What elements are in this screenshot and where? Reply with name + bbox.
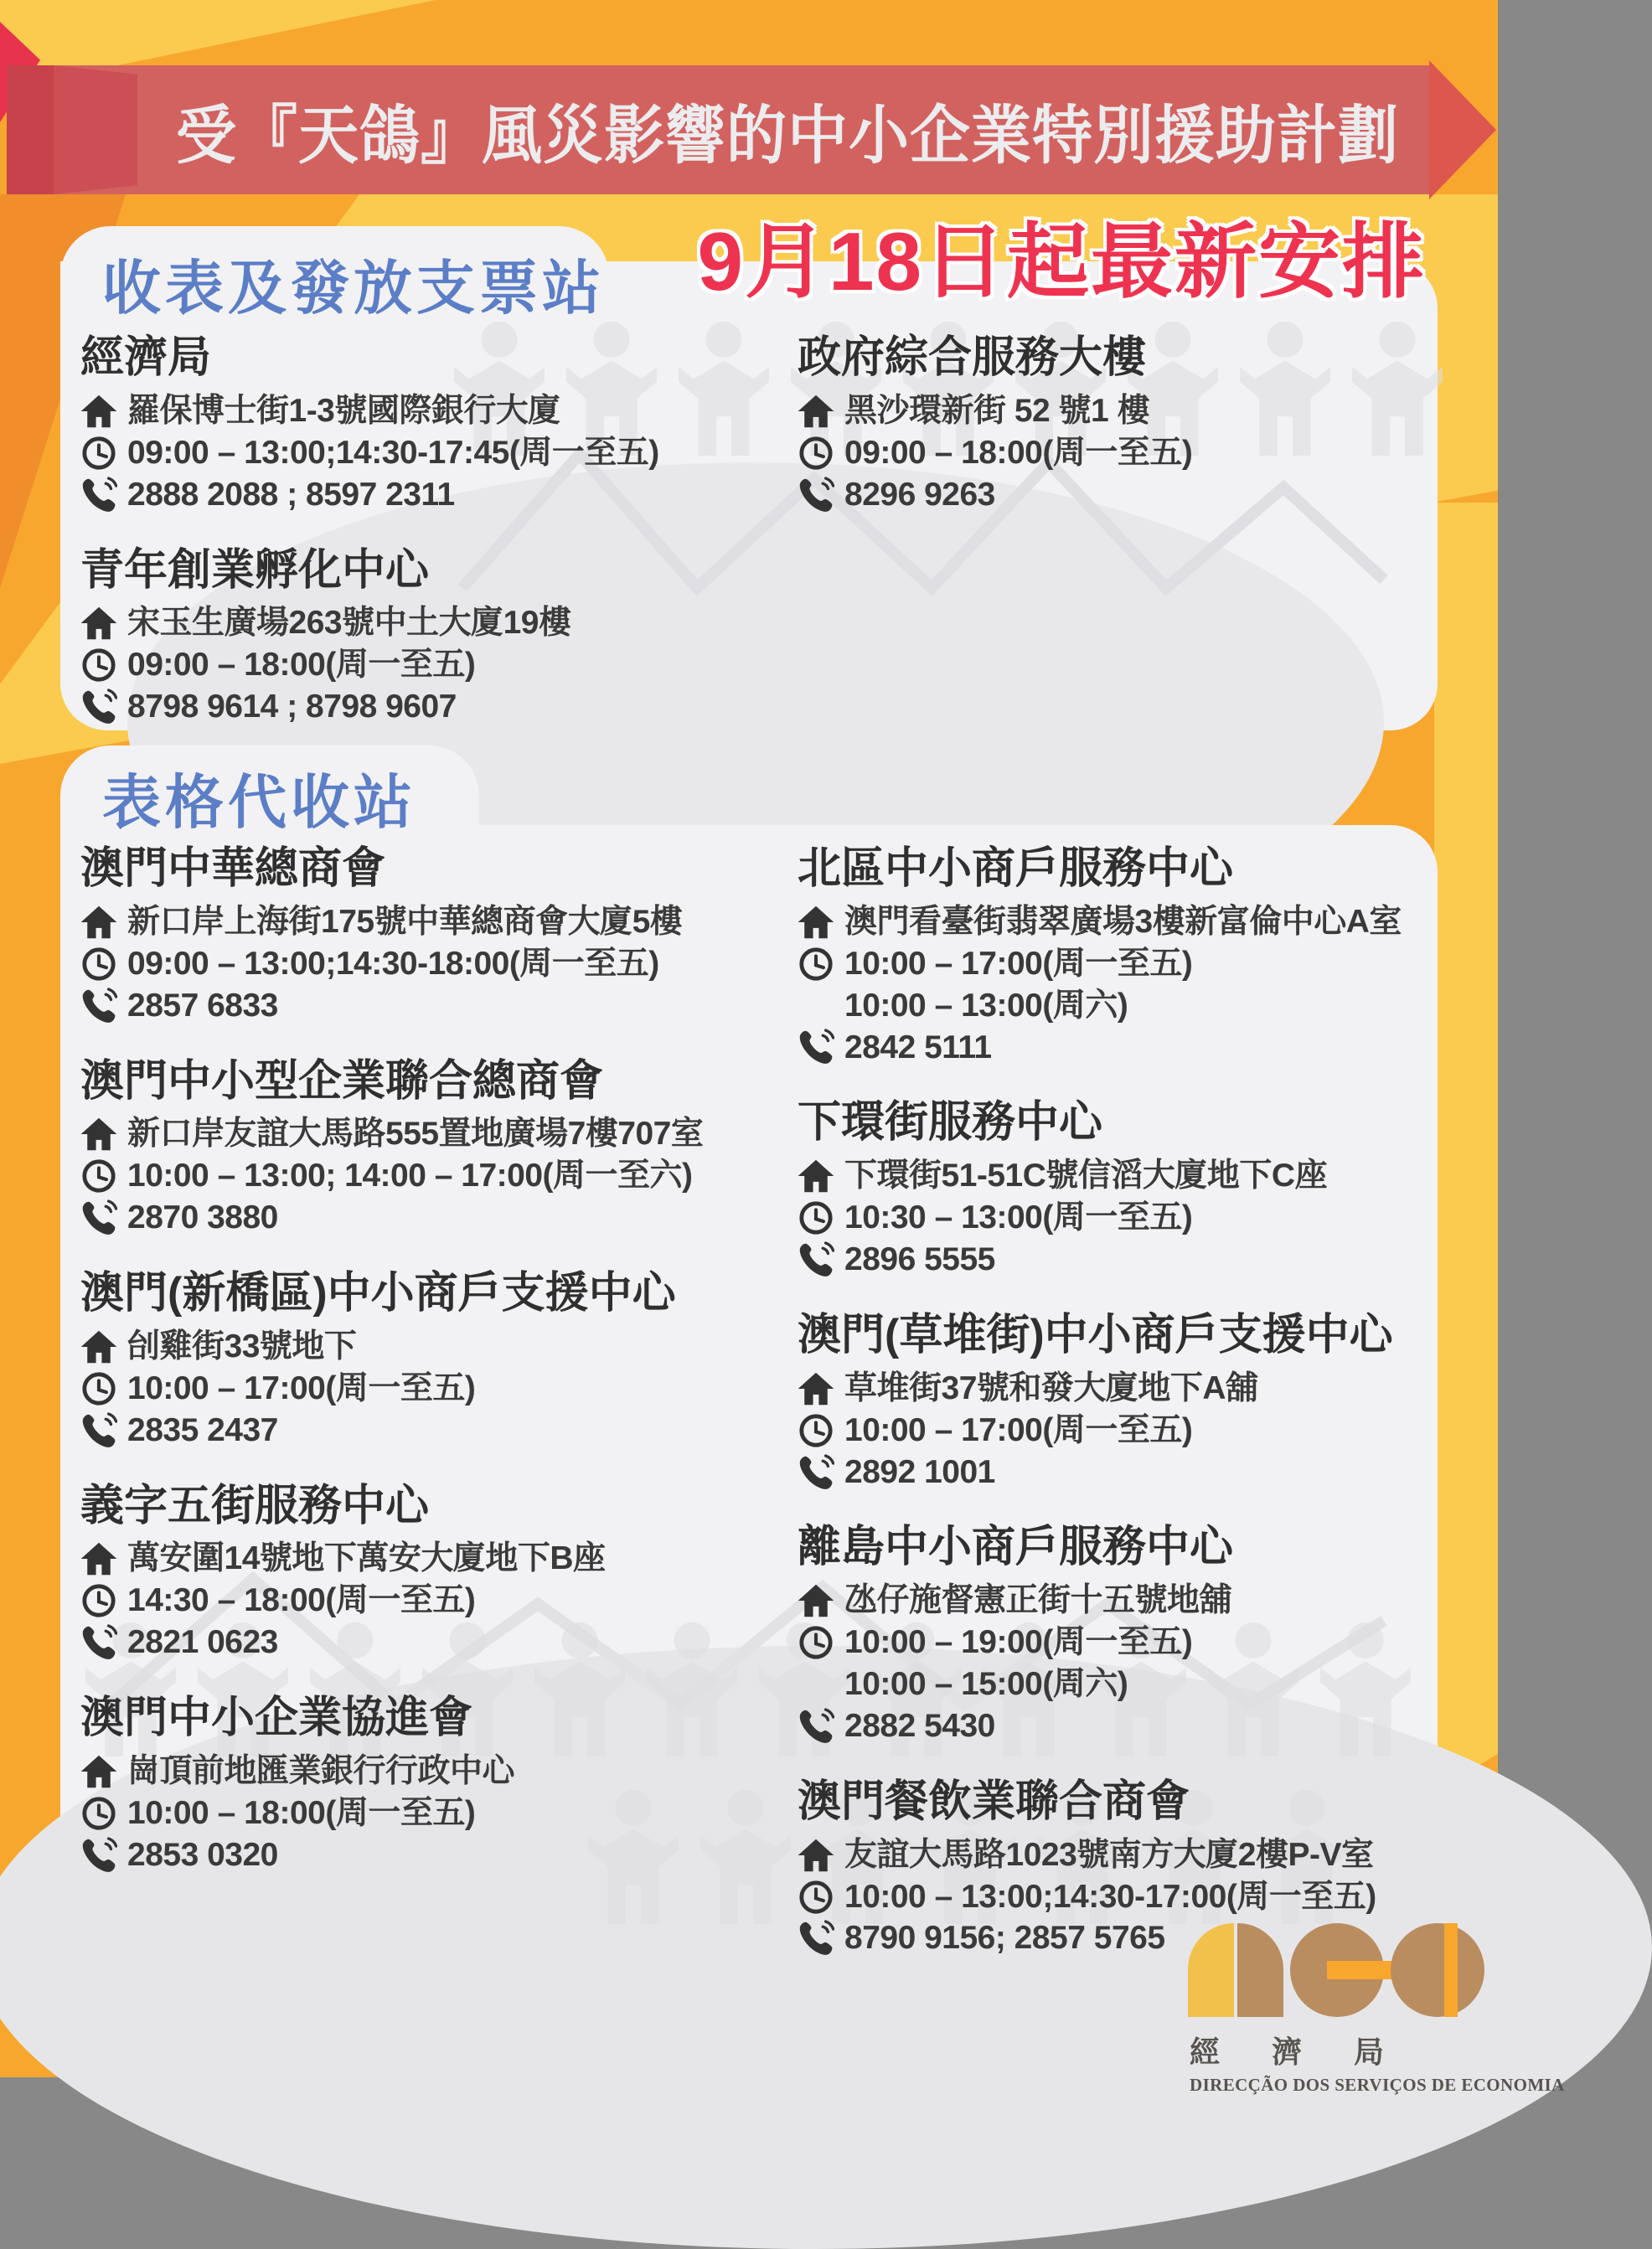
hours-line xyxy=(798,1197,1443,1239)
phone-text: 8296 9263 xyxy=(844,476,995,513)
hours-line-2 xyxy=(798,1664,1443,1705)
phone-text: 2870 3880 xyxy=(127,1199,278,1236)
hours-text: 10:00 – 13:00(周六) xyxy=(844,987,1128,1024)
home-icon xyxy=(80,1116,117,1153)
clock-icon xyxy=(80,1795,117,1832)
address-text: 羅保博士街1-3號國際銀行大廈 xyxy=(127,392,560,429)
hours-text: 10:00 – 17:00(周一至五) xyxy=(844,1411,1193,1448)
yellow-right-strip xyxy=(1434,503,1498,1792)
home-icon xyxy=(798,1582,834,1619)
hours-text: 10:00 – 13:00;14:30-17:00(周一至五) xyxy=(844,1878,1376,1915)
office-entry xyxy=(80,1482,759,1664)
office-name: 離島中小商戶服務中心 xyxy=(798,1523,1234,1572)
clock-icon xyxy=(798,1624,834,1661)
home-icon xyxy=(798,393,834,430)
home-icon xyxy=(798,1158,834,1194)
hours-text: 10:00 – 17:00(周一至五) xyxy=(127,1370,476,1406)
phone-text: 2888 2088 ; 8597 2311 xyxy=(127,476,455,513)
office-entry xyxy=(80,546,759,729)
hours-line xyxy=(80,1368,759,1410)
hours-line xyxy=(798,1410,1443,1452)
phone-text: 2821 0623 xyxy=(127,1624,278,1661)
hours-line-2 xyxy=(798,985,1443,1027)
phone-icon xyxy=(798,1708,834,1745)
address-line xyxy=(798,390,1443,432)
office-name: 義字五街服務中心 xyxy=(80,1481,430,1530)
home-icon xyxy=(80,1753,117,1790)
hours-text: 10:30 – 13:00(周一至五) xyxy=(844,1199,1193,1236)
office-entry xyxy=(798,1777,1443,1960)
section1-left-column xyxy=(80,333,759,758)
hours-line xyxy=(798,943,1443,985)
home-icon xyxy=(80,1540,117,1577)
address-line xyxy=(80,1751,759,1792)
ribbon-left-edge xyxy=(7,65,54,194)
section1-header: 收表及發放支票站 xyxy=(102,255,605,321)
hours-text: 14:30 – 18:00(周一至五) xyxy=(127,1582,476,1619)
clock-icon xyxy=(80,435,117,472)
section1-right-column xyxy=(798,333,1443,546)
phone-text: 8798 9614 ; 8798 9607 xyxy=(127,689,457,725)
hours-text: 09:00 – 18:00(周一至五) xyxy=(127,647,476,683)
office-entry xyxy=(798,1098,1443,1281)
phone-icon xyxy=(798,1454,834,1491)
office-name: 澳門(草堆街)中小商戶支援中心 xyxy=(798,1310,1393,1359)
phone-line xyxy=(798,1917,1443,1959)
hours-line xyxy=(80,943,759,985)
phone-line xyxy=(80,985,759,1027)
office-name: 澳門中小型企業聯合總商會 xyxy=(80,1056,604,1106)
phone-icon xyxy=(80,689,117,725)
home-icon xyxy=(80,904,117,941)
phone-icon xyxy=(798,1920,834,1957)
hours-line xyxy=(798,1876,1443,1918)
address-text: 下環街51-51C號信滔大廈地下C座 xyxy=(844,1158,1328,1194)
address-text: 氹仔施督憲正街十五號地舖 xyxy=(844,1582,1232,1619)
hours-line xyxy=(80,1580,759,1622)
address-line xyxy=(80,1326,759,1368)
address-text: 崗頂前地匯業銀行行政中心 xyxy=(127,1752,515,1789)
office-entry xyxy=(798,1523,1443,1746)
address-line xyxy=(798,1580,1443,1622)
clock-icon xyxy=(798,946,834,983)
address-line xyxy=(798,901,1443,943)
clock-icon xyxy=(80,1582,117,1619)
phone-text: 2892 1001 xyxy=(844,1453,995,1490)
clock-icon xyxy=(80,647,117,683)
home-icon xyxy=(80,605,117,642)
poster-title: 受『天鴿』風災影響的中小企業特別援助計劃 xyxy=(175,101,1399,172)
office-entry xyxy=(80,333,759,516)
yellow-corner-wedge xyxy=(0,0,436,65)
home-icon xyxy=(798,1370,834,1407)
office-entry xyxy=(798,333,1443,516)
address-line xyxy=(80,1538,759,1580)
clock-icon xyxy=(798,1199,834,1236)
phone-line xyxy=(798,1452,1443,1493)
hours-text: 10:00 – 15:00(周六) xyxy=(844,1666,1128,1703)
address-text: 宋玉生廣場263號中土大廈19樓 xyxy=(127,605,571,642)
address-text: 新口岸上海街175號中華總商會大廈5樓 xyxy=(127,903,683,940)
clock-icon xyxy=(80,1370,117,1407)
phone-text: 2857 6833 xyxy=(127,987,278,1024)
phone-text: 2882 5430 xyxy=(844,1707,995,1744)
phone-line xyxy=(80,1622,759,1664)
ribbon-arrow-tip xyxy=(1429,60,1496,199)
phone-line xyxy=(80,1197,759,1239)
office-entry xyxy=(798,1311,1443,1493)
phone-line xyxy=(80,1834,759,1876)
office-entry xyxy=(80,1057,759,1240)
address-text: 黑沙環新街 52 號1 樓 xyxy=(844,392,1150,429)
poster-subtitle: 9月18日起最新安排 xyxy=(697,215,1426,307)
clock-icon xyxy=(80,946,117,983)
hours-text: 09:00 – 18:00(周一至五) xyxy=(844,434,1193,471)
hours-text: 10:00 – 18:00(周一至五) xyxy=(127,1794,476,1831)
office-name: 澳門餐飲業聯合商會 xyxy=(798,1777,1190,1826)
home-icon xyxy=(80,1328,117,1365)
hours-text: 10:00 – 13:00; 14:00 – 17:00(周一至六) xyxy=(127,1158,693,1194)
clock-icon xyxy=(80,1158,117,1194)
home-icon xyxy=(798,1837,834,1874)
hours-text: 10:00 – 19:00(周一至五) xyxy=(844,1624,1193,1661)
address-text: 友誼大馬路1023號南方大廈2樓P-V室 xyxy=(844,1836,1374,1873)
phone-icon xyxy=(80,1837,117,1874)
phone-text: 2842 5111 xyxy=(844,1029,992,1065)
office-name: 澳門中小企業協進會 xyxy=(80,1694,473,1743)
phone-line xyxy=(80,686,759,728)
hours-text: 09:00 – 13:00;14:30-18:00(周一至五) xyxy=(127,945,659,982)
section2-header: 表格代收站 xyxy=(102,770,416,835)
address-line xyxy=(80,390,759,432)
ribbon-fold xyxy=(54,65,137,194)
office-entry xyxy=(798,844,1443,1068)
phone-icon xyxy=(80,477,117,513)
hours-line xyxy=(80,432,759,474)
office-name: 青年創業孵化中心 xyxy=(80,545,430,595)
address-line xyxy=(80,602,759,644)
section2-right-column xyxy=(798,844,1443,1989)
address-line xyxy=(798,1368,1443,1410)
phone-line xyxy=(80,1410,759,1452)
home-icon xyxy=(798,904,834,941)
phone-text: 2835 2437 xyxy=(127,1411,278,1448)
org-name-portuguese: DIRECÇÃO DOS SERVIÇOS DE ECONOMIA xyxy=(1190,2075,1565,2095)
hours-text: 09:00 – 13:00;14:30-17:45(周一至五) xyxy=(127,434,659,471)
address-line xyxy=(80,1113,759,1155)
address-text: 新口岸友誼大馬路555置地廣場7樓707室 xyxy=(127,1116,704,1153)
hours-line xyxy=(80,1155,759,1197)
address-line xyxy=(798,1834,1443,1876)
phone-icon xyxy=(80,988,117,1024)
hours-line xyxy=(798,1622,1443,1664)
home-icon xyxy=(80,393,117,430)
phone-line xyxy=(798,1239,1443,1281)
address-text: 澳門看臺街翡翠廣場3樓新富倫中心A室 xyxy=(844,903,1402,940)
phone-line xyxy=(798,1027,1443,1069)
hours-line xyxy=(798,432,1443,474)
address-text: 刣雞街33號地下 xyxy=(127,1328,357,1364)
office-entry xyxy=(80,1269,759,1452)
phone-text: 8790 9156; 2857 5765 xyxy=(844,1920,1165,1957)
office-name: 澳門中華總商會 xyxy=(80,844,386,893)
address-line xyxy=(798,1155,1443,1197)
clock-icon xyxy=(798,435,834,472)
office-name: 下環街服務中心 xyxy=(798,1098,1103,1148)
office-entry xyxy=(80,1694,759,1876)
hours-text: 10:00 – 17:00(周一至五) xyxy=(844,945,1193,982)
phone-icon xyxy=(798,1029,834,1065)
address-text: 草堆街37號和發大廈地下A舖 xyxy=(844,1370,1258,1406)
office-name: 北區中小商戶服務中心 xyxy=(798,844,1234,893)
hours-line xyxy=(80,1792,759,1834)
phone-icon xyxy=(798,477,834,513)
phone-icon xyxy=(80,1624,117,1661)
address-text: 萬安圍14號地下萬安大廈地下B座 xyxy=(127,1540,606,1577)
office-name: 政府綜合服務大樓 xyxy=(798,333,1147,382)
phone-icon xyxy=(80,1199,117,1236)
phone-text: 2896 5555 xyxy=(844,1241,995,1278)
office-name: 經濟局 xyxy=(80,333,212,382)
phone-line xyxy=(798,474,1443,516)
phone-text: 2853 0320 xyxy=(127,1836,278,1873)
section2-left-column xyxy=(80,844,759,1906)
phone-icon xyxy=(798,1241,834,1278)
phone-line xyxy=(798,1705,1443,1747)
office-name: 澳門(新橋區)中小商戶支援中心 xyxy=(80,1269,676,1318)
org-name-chinese: 經濟局 xyxy=(1190,2035,1437,2069)
clock-icon xyxy=(798,1412,834,1449)
hours-line xyxy=(80,644,759,686)
phone-line xyxy=(80,474,759,516)
address-line xyxy=(80,901,759,943)
phone-icon xyxy=(80,1412,117,1449)
clock-icon xyxy=(798,1879,834,1916)
office-entry xyxy=(80,844,759,1027)
